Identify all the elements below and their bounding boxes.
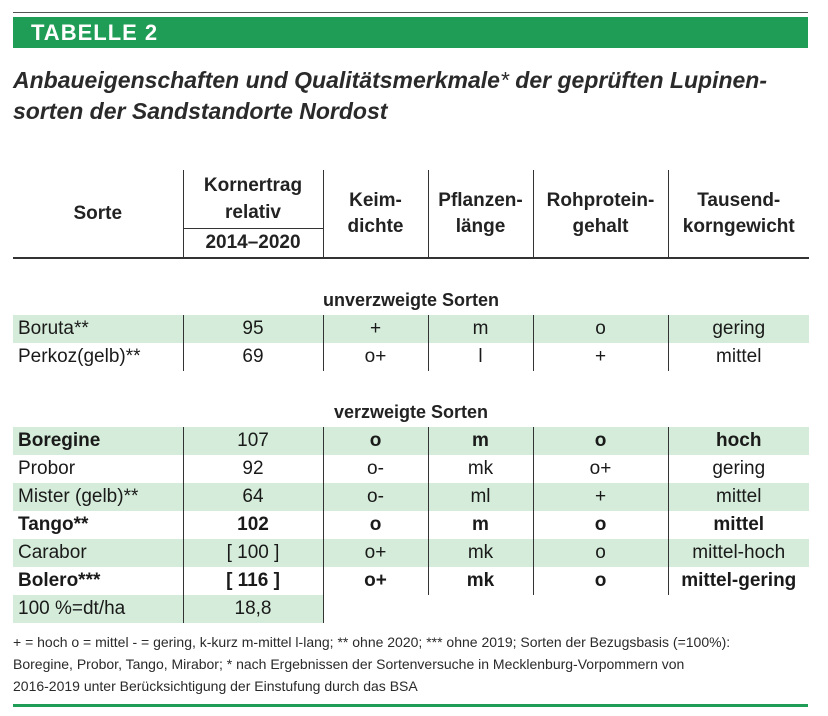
- header-rohprot-line2: gehalt: [572, 215, 629, 237]
- header-tausendkorngewicht: [668, 170, 809, 258]
- cell-rohprotein: o: [533, 539, 668, 567]
- cell-keim: o-: [323, 455, 428, 483]
- footnote: [13, 631, 813, 697]
- cell-laenge: m: [428, 315, 533, 343]
- cell-keim: o: [323, 427, 428, 455]
- cell-laenge: m: [428, 427, 533, 455]
- header-keim-line2: dichte: [347, 215, 404, 237]
- cell-ertrag: 95: [183, 315, 323, 343]
- header-sorte: Sorte: [13, 170, 183, 258]
- cell-tkg: gering: [668, 455, 809, 483]
- cell-tkg: mittel-gering: [668, 567, 809, 595]
- header-rohprotein: [533, 170, 668, 258]
- title-line1-b: der geprüften Lupinen-: [508, 67, 768, 93]
- cell-sorte: Mister (gelb)**: [13, 483, 183, 511]
- top-rule: [13, 12, 808, 13]
- cell-rohprotein: o+: [533, 455, 668, 483]
- cell-sorte: Bolero***: [18, 570, 101, 591]
- cell-laenge: mk: [428, 567, 533, 595]
- title-line2: sorten der Sandstandorte Nordost: [13, 98, 388, 124]
- cell-sorte: Carabor: [13, 539, 183, 567]
- cell-ertrag: 92: [183, 455, 323, 483]
- title-star: *: [499, 67, 509, 93]
- cell-laenge: mk: [428, 539, 533, 567]
- cell-rohprotein: +: [533, 483, 668, 511]
- table-title: [13, 65, 813, 127]
- table-row: [13, 511, 809, 539]
- group-row-verzweigt: [13, 398, 809, 427]
- cell-ertrag: 69: [183, 343, 323, 371]
- basis-label: 100 %=dt/ha: [13, 595, 183, 623]
- cell-laenge: ml: [428, 483, 533, 511]
- table-row: [13, 427, 809, 455]
- data-table: [13, 170, 809, 623]
- basis-value: 18,8: [183, 595, 323, 623]
- cell-keim: o-: [323, 483, 428, 511]
- table-row: [13, 539, 809, 567]
- cell-tkg: mittel: [668, 483, 809, 511]
- basis-row: [13, 595, 809, 623]
- header-pflanz-line2: länge: [455, 215, 506, 237]
- header-rohprot-line1: Rohprotein-: [546, 189, 655, 211]
- table-row: [13, 315, 809, 343]
- header-tkg-line1: Tausend-: [697, 189, 781, 211]
- cell-rohprotein: o: [533, 567, 668, 595]
- header-keim-line1: Keim-: [349, 189, 402, 211]
- cell-laenge: mk: [428, 455, 533, 483]
- banner-label: TABELLE 2: [31, 20, 159, 45]
- cell-keim: o+: [323, 343, 428, 371]
- cell-ertrag: 107: [183, 427, 323, 455]
- basis-empty: [323, 595, 809, 623]
- footnote-line2: Boregine, Probor, Tango, Mirabor; * nach Ergebnissen der Sortenversuche in Mecklenburg-Vorpommern von: [13, 656, 685, 672]
- cell-keim: o: [323, 511, 428, 539]
- cell-tkg: gering: [668, 315, 809, 343]
- table-banner: [13, 17, 808, 48]
- cell-sorte: Boruta**: [13, 315, 183, 343]
- title-line1-a: Anbaueigenschaften und Qualitätsmerkmale: [13, 67, 500, 93]
- cell-rohprotein: o: [533, 315, 668, 343]
- group-label-verzweigt: verzweigte Sorten: [333, 402, 489, 422]
- header-relativ-label: relativ: [225, 202, 281, 223]
- table-row: [13, 483, 809, 511]
- cell-keim: o+: [323, 539, 428, 567]
- cell-sorte: Boregine: [13, 427, 183, 455]
- header-row: [13, 170, 809, 258]
- footnote-line3: 2016-2019 unter Berücksichtigung der Einstufung durch das BSA: [13, 678, 418, 694]
- header-keimdichte: [323, 170, 428, 258]
- cell-ertrag: [ 116 ]: [183, 567, 323, 595]
- cell-sorte: Perkoz(gelb)**: [18, 346, 141, 367]
- header-kornertrag: [183, 170, 323, 258]
- table-row: [13, 455, 809, 483]
- header-tkg-line2: korngewicht: [682, 215, 795, 237]
- cell-sorte: Probor: [18, 458, 76, 479]
- bottom-rule: [13, 704, 808, 707]
- cell-ertrag: 64: [183, 483, 323, 511]
- cell-tkg: mittel-hoch: [668, 539, 809, 567]
- cell-ertrag: [ 100 ]: [183, 539, 323, 567]
- footnote-line1: + = hoch o = mittel - = gering, k-kurz m-mittel l-lang; ** ohne 2020; *** ohne 2019; Sorten der Bezugsbasis (=100%):: [13, 634, 731, 650]
- cell-rohprotein: o: [533, 427, 668, 455]
- cell-laenge: l: [428, 343, 533, 371]
- group-label-unverzweigt: unverzweigte Sorten: [322, 290, 500, 310]
- group-row-unverzweigt: [13, 286, 809, 315]
- cell-rohprotein: o: [533, 511, 668, 539]
- cell-tkg: mittel: [668, 343, 809, 371]
- cell-ertrag: 102: [183, 511, 323, 539]
- cell-laenge: m: [428, 511, 533, 539]
- table-row: [13, 567, 809, 595]
- cell-tkg: hoch: [668, 427, 809, 455]
- header-pflanzenlaenge: [428, 170, 533, 258]
- cell-rohprotein: +: [533, 343, 668, 371]
- table-row: [13, 343, 809, 371]
- header-pflanz-line1: Pflanzen-: [438, 189, 523, 211]
- cell-sorte: Tango**: [18, 514, 89, 535]
- header-kornertrag-label: Kornertrag: [203, 175, 303, 196]
- cell-keim: +: [323, 315, 428, 343]
- header-years: 2014–2020: [205, 232, 301, 253]
- cell-keim: o+: [323, 567, 428, 595]
- cell-tkg: mittel: [668, 511, 809, 539]
